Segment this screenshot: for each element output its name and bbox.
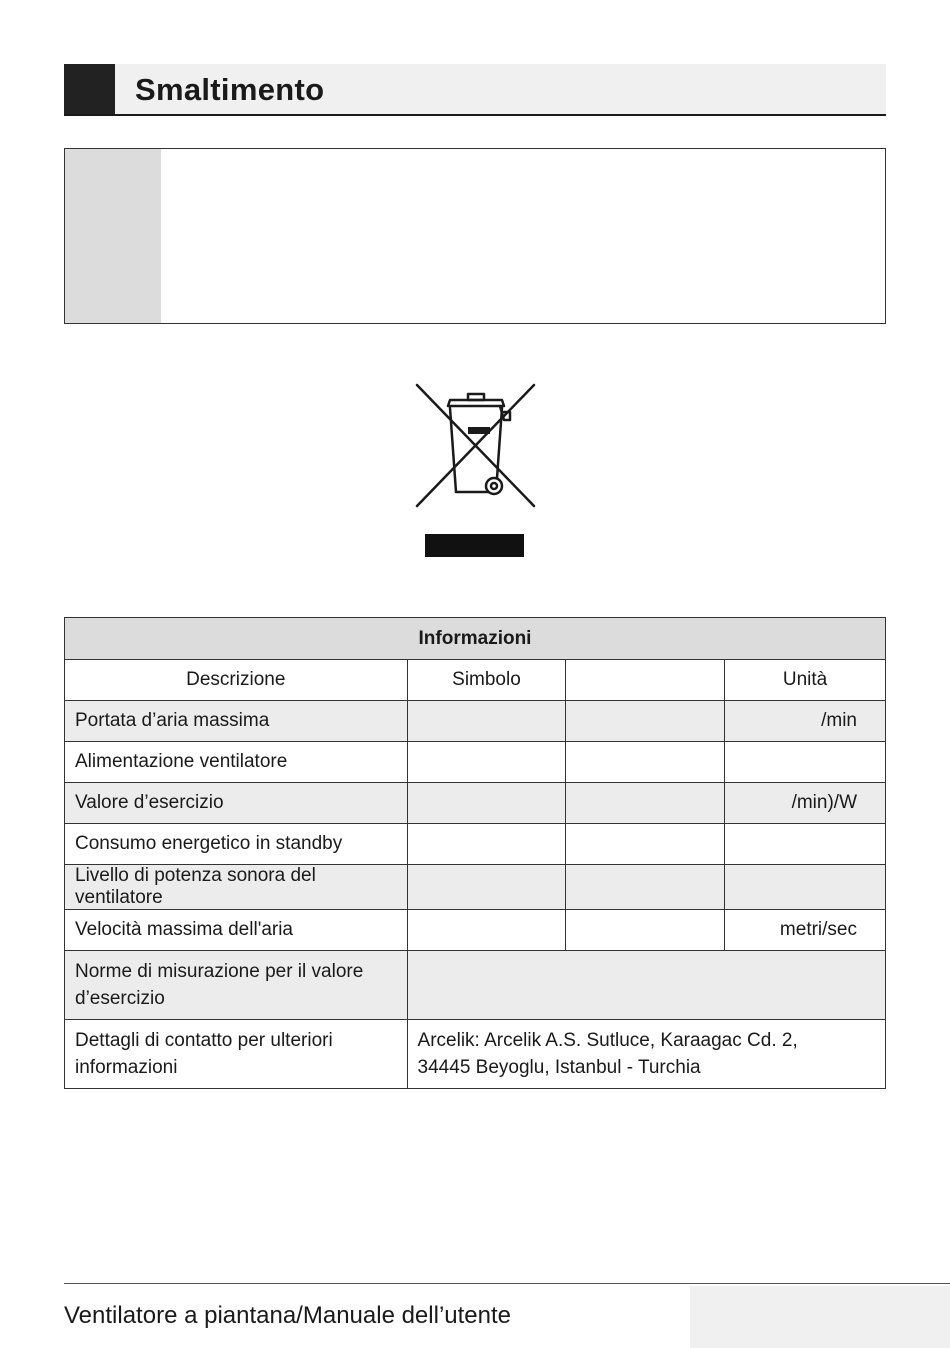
table-row xyxy=(65,701,886,742)
table-row xyxy=(65,824,886,865)
col-header-simbolo: Simbolo xyxy=(407,660,566,701)
col-header-valore xyxy=(566,660,725,701)
row-descrizione: Alimentazione ventilatore xyxy=(65,742,408,783)
row-descrizione: Livello di potenza sonora del ventilatore xyxy=(65,865,408,910)
norme-label: Norme di misurazione per il valore d’esercizio xyxy=(65,951,408,1020)
table-row xyxy=(65,742,886,783)
row-unita: /min)/W xyxy=(725,783,886,824)
row-unita xyxy=(725,824,886,865)
crossed-out-wheelie-bin-icon xyxy=(412,380,540,512)
footer-text: Ventilatore a piantana/Manuale dell’utente xyxy=(64,1302,511,1329)
row-unita xyxy=(725,865,886,910)
row-unita xyxy=(725,742,886,783)
weee-bar xyxy=(425,534,524,557)
note-box xyxy=(64,148,886,324)
row-simbolo xyxy=(407,783,566,824)
row-simbolo xyxy=(407,910,566,951)
row-valore xyxy=(566,783,725,824)
row-valore xyxy=(566,910,725,951)
table-title: Informazioni xyxy=(65,618,886,660)
section-header xyxy=(64,64,886,116)
table-row-contatti xyxy=(65,1020,886,1089)
contatti-label: Dettagli di contatto per ulteriori informazioni xyxy=(65,1020,408,1089)
row-simbolo xyxy=(407,701,566,742)
footer-page-box xyxy=(690,1286,950,1348)
table-row xyxy=(65,910,886,951)
page-title: Smaltimento xyxy=(135,72,325,107)
footer-divider xyxy=(64,1283,950,1284)
table-row xyxy=(65,865,886,910)
row-descrizione: Consumo energetico in standby xyxy=(65,824,408,865)
contatti-value: Arcelik: Arcelik A.S. Sutluce, Karaagac Cd. 2, 34445 Beyoglu, Istanbul - Turchia xyxy=(407,1020,885,1089)
row-valore xyxy=(566,742,725,783)
row-valore xyxy=(566,701,725,742)
info-table xyxy=(64,617,886,1089)
row-descrizione: Valore d’esercizio xyxy=(65,783,408,824)
norme-value xyxy=(407,951,885,1020)
col-header-unita: Unità xyxy=(725,660,886,701)
row-valore xyxy=(566,865,725,910)
row-descrizione: Portata d’aria massima xyxy=(65,701,408,742)
note-sidebar xyxy=(65,149,161,323)
header-block xyxy=(64,64,115,114)
row-unita: /min xyxy=(725,701,886,742)
row-valore xyxy=(566,824,725,865)
col-header-descrizione: Descrizione xyxy=(65,660,408,701)
row-simbolo xyxy=(407,742,566,783)
row-unita: metri/sec xyxy=(725,910,886,951)
row-simbolo xyxy=(407,865,566,910)
row-simbolo xyxy=(407,824,566,865)
row-descrizione: Velocità massima dell'aria xyxy=(65,910,408,951)
table-row xyxy=(65,783,886,824)
table-row-norme xyxy=(65,951,886,1020)
